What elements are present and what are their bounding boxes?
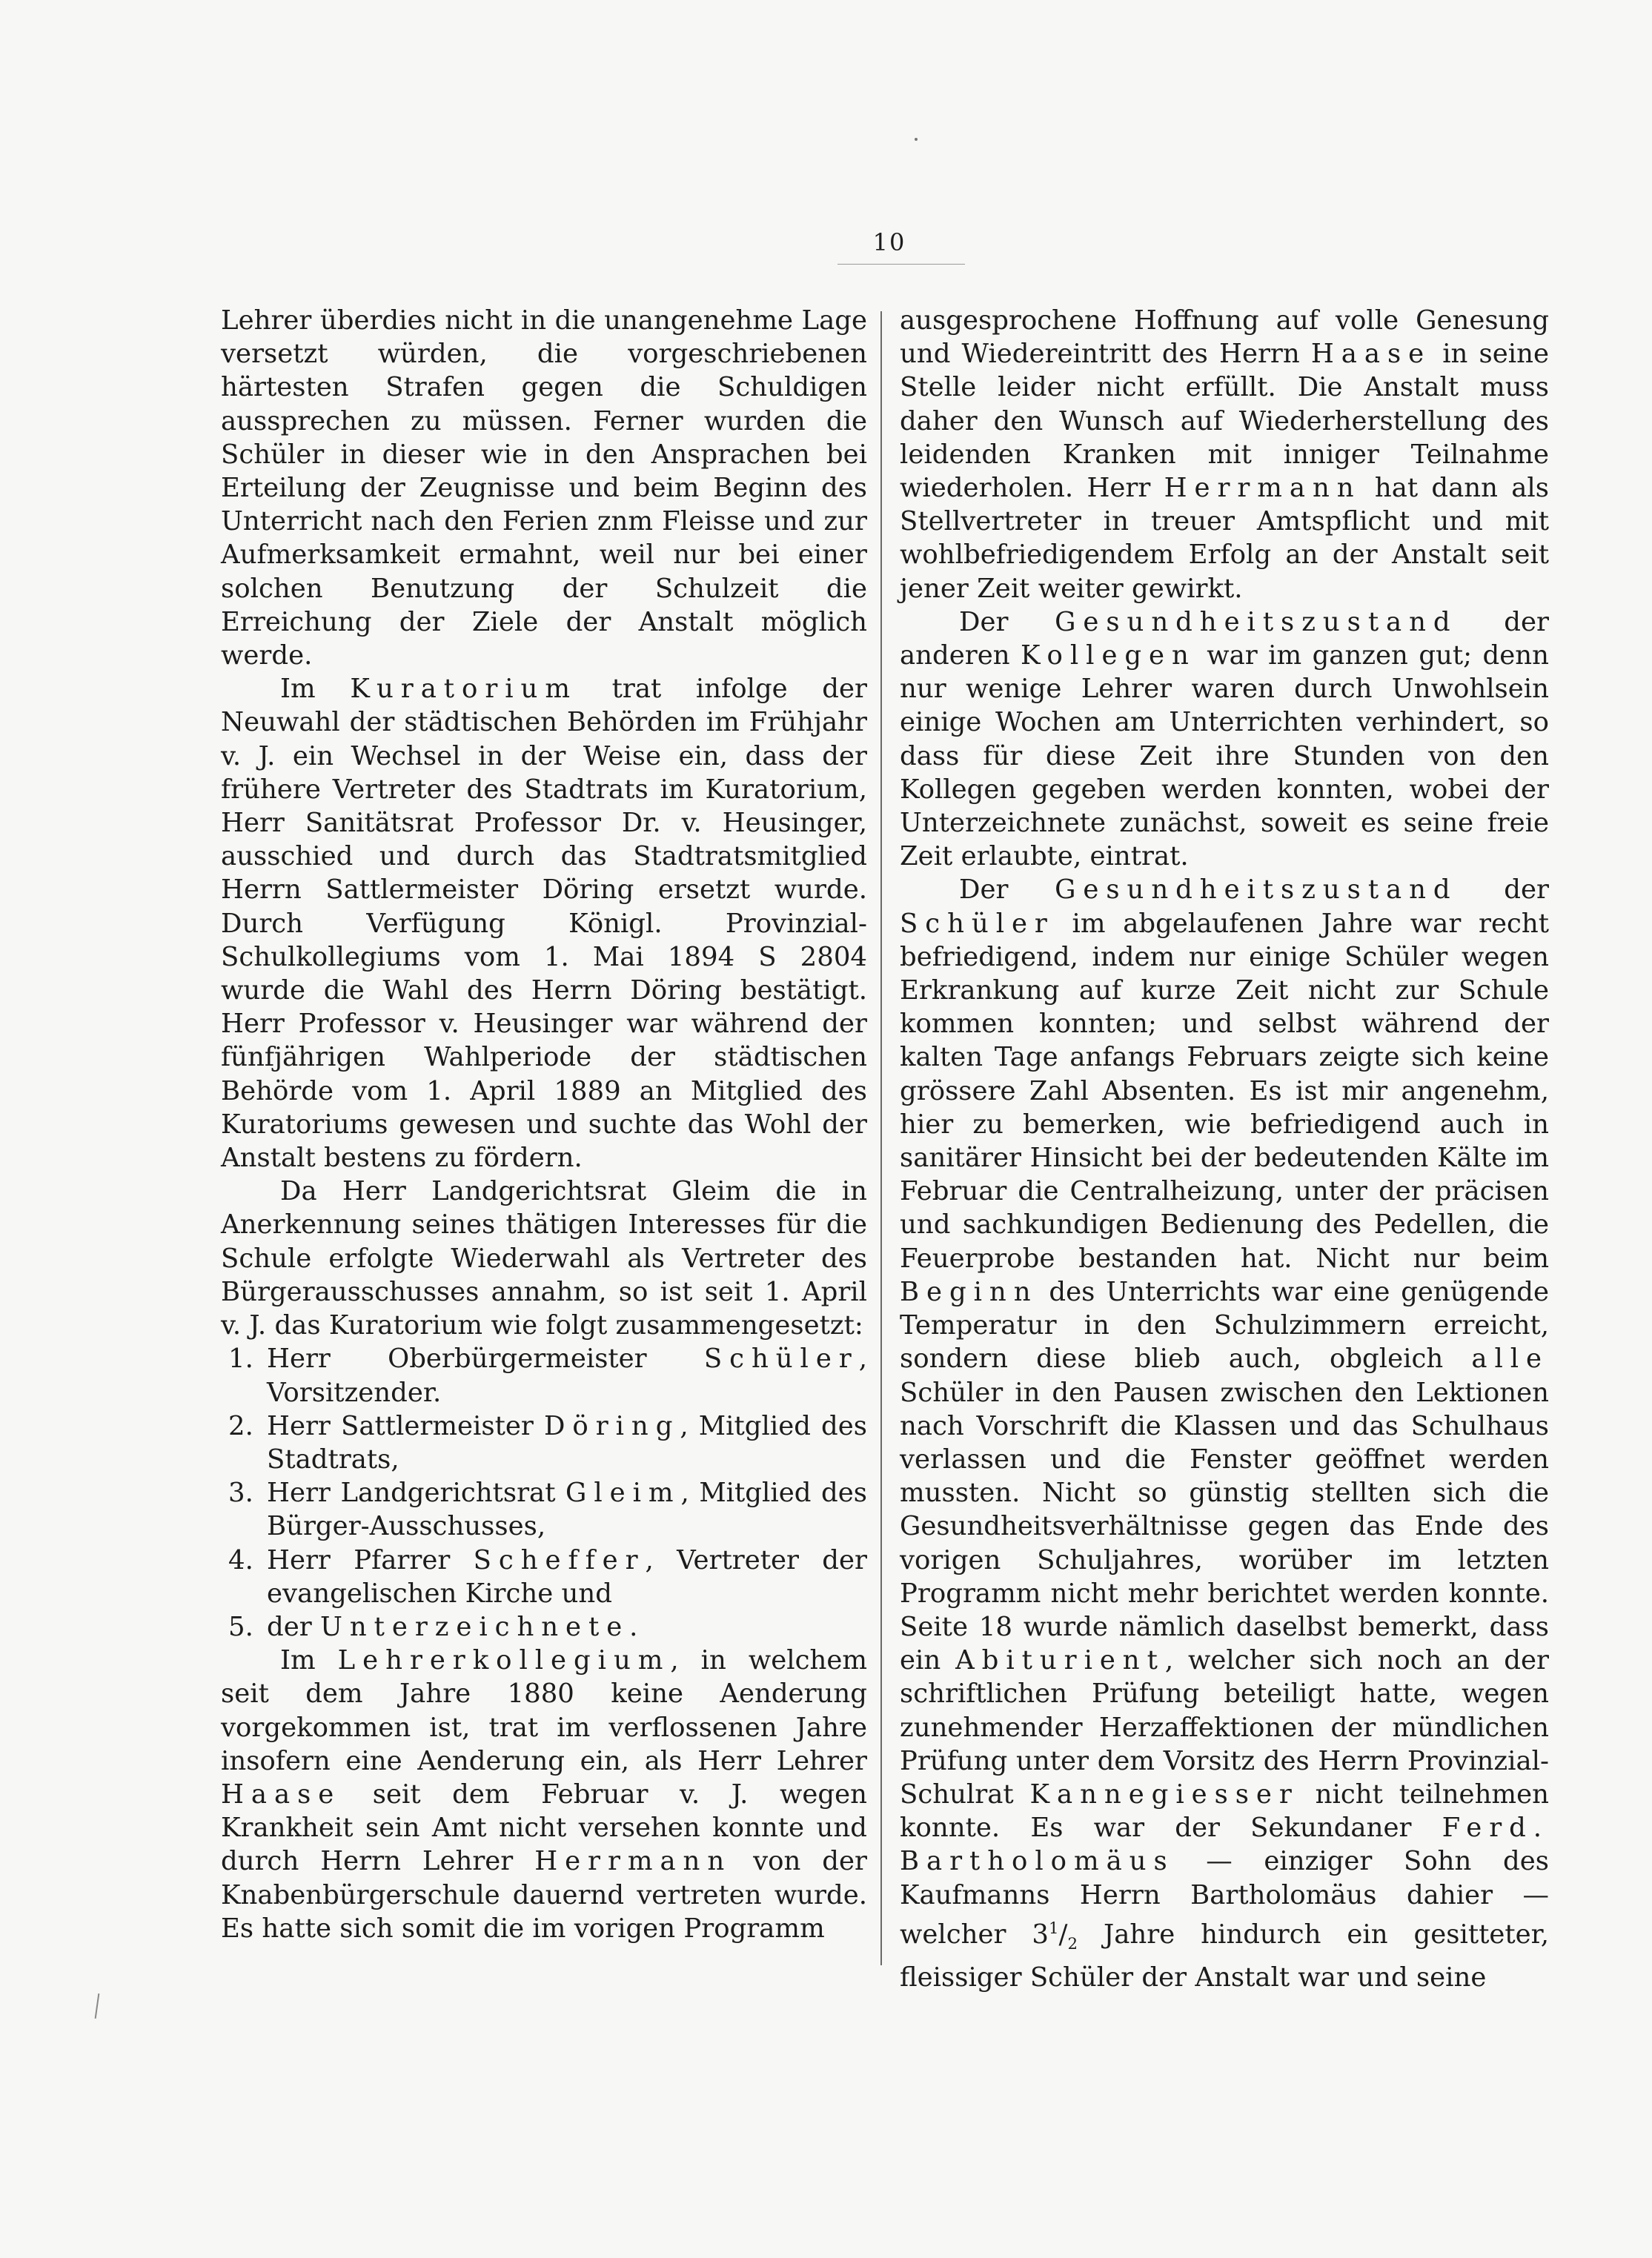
paragraph: Lehrer überdies nicht in die unangenehme Lage versetzt würden, die vorgeschriebenen härtesten Strafen gegen die Schuldigen aussprechen zu müssen. Ferner wurden die Schüler in dieser wie in den Ansprachen bei Erteilung der Zeugnisse und beim Beginn des Unterricht nach den Ferien znm Fleisse und zur Aufmerksamkeit ermahnt, weil nur bei einer solchen Benutzung der Schulzeit die Erreichung der Ziele der Anstalt möglich werde. — [221, 305, 867, 671]
paragraph: Der Gesundheitszustand der Schüler im abgelaufenen Jahre war recht befriedigend, indem nur einige Schüler wegen Erkrankung auf kurze Zeit nicht zur Schule kommen konnten; und selbst während der kalten Tage anfangs Februars zeigte sich keine grössere Zahl Absenten. Es ist mir angenehm, hier zu bemerken, wie befriedigend auch in sanitärer Hinsicht bei der bedeutenden Kälte im Februar die Centralheizung, unter der präcisen und sachkundigen Bedienung des Pedellen, die Feuerprobe bestanden hat. Nicht nur beim Beginn des Unterrichts war eine genügende Temperatur in den Schulzimmern erreicht, sondern diese blieb auch, obgleich alle Schüler in den Pausen zwischen den Lektionen nach Vorschrift die Klassen und das Schulhaus verlassen und die Fenster geöffnet werden mussten. Nicht so günstig stellten sich die Gesundheitsverhältnisse gegen das Ende des vorigen Schuljahres, worüber im letzten Programm nicht mehr berichtet werden konnte. Seite 18 wurde nämlich daselbst bemerkt, dass ein Abiturient, welcher sich noch an der schriftlichen Prüfung beteiligt hatte, wegen zunehmender Herzaffektionen der mündlichen Prüfung unter dem Vorsitz des Herrn Provinzial-Schulrat Kannegiesser nicht teilnehmen konnte. Es war der Sekundaner Ferd. Bartholomäus — einziger Sohn des Kaufmanns Herrn Bartholomäus dahier — welcher $3^1/_2$ Jahre hindurch ein gesitteter, fleissiger Schüler der Anstalt war und seine — [900, 874, 1549, 1993]
list-item: 2. Herr Sattlermeister Döring, Mitglied des Stadtrats, — [228, 1410, 867, 1475]
list-item: 4. Herr Pfarrer Scheffer, Vertreter der evangelischen Kirche und — [228, 1544, 867, 1609]
paragraph: Im Kuratorium trat infolge der Neuwahl der städtischen Behörden im Frühjahr v. J. ein Wechsel in der Weise ein, dass der frühere Vertreter des Stadtrats im Kuratorium, Herr Sanitätsrat Professor Dr. v. Heusinger, ausschied und durch das Stadtratsmitglied Herrn Sattlermeister Döring ersetzt wurde. Durch Verfügung Königl. Provinzial-Schulkollegiums vom 1. Mai 1894 S 2804 wurde die Wahl des Herrn Döring bestätigt. Herr Professor v. Heusinger war während der fünfjährigen Wahlperiode der städtischen Behörde vom 1. April 1889 an Mitglied des Kuratoriums gewesen und suchte das Wohl der Anstalt bestens zu fördern. — [221, 674, 867, 1174]
header-rule — [837, 264, 965, 265]
paragraph: Im Lehrerkollegium, in welchem seit dem Jahre 1880 keine Aenderung vorgekommen ist, trat im verflossenen Jahre insofern eine Aenderung ein, als Herr Lehrer Haase seit dem Februar v. J. wegen Krankheit sein Amt nicht versehen konnte und durch Herrn Lehrer Herrmann von der Knabenbürgerschule dauernd vertreten wurde. Es hatte sich somit die im vorigen Programm — [221, 1645, 867, 1944]
right-column — [900, 304, 1549, 1994]
stray-mark — [95, 1993, 100, 2019]
fraction: $3^1/_2$ — [1032, 1919, 1078, 1953]
paragraph: ausgesprochene Hoffnung auf volle Genesung und Wiedereintritt des Herrn Haase in seine Stelle leider nicht erfüllt. Die Anstalt muss daher den Wunsch auf Wiederherstellung des leidenden Kranken mit inniger Teilnahme wiederholen. Herr Herrmann hat dann als Stellvertreter in treuer Amtspflicht und mit wohlbefriedigendem Erfolg an der Anstalt seit jener Zeit weiter gewirkt. — [900, 305, 1549, 604]
list-item: 1. Herr Oberbürgermeister Schüler, Vorsitzender. — [228, 1344, 867, 1408]
page-number: 10 — [872, 228, 906, 256]
left-column — [221, 304, 867, 1945]
list-item: 3. Herr Landgerichtsrat Gleim, Mitglied des Bürger-Ausschusses, — [228, 1478, 867, 1542]
column-divider — [880, 311, 882, 1965]
list-item: 5. der Unterzeichnete. — [228, 1611, 638, 1642]
paragraph: Da Herr Landgerichtsrat Gleim die in Anerkennung seines thätigen Interesses für die Schule erfolgte Wiederwahl als Vertreter des Bürgerausschusses annahm, so ist seit 1. April v. J. das Kuratorium wie folgt zusammengesetzt: — [221, 1176, 867, 1341]
stray-mark — [915, 138, 918, 141]
paragraph: Der Gesundheitszustand der anderen Kollegen war im ganzen gut; denn nur wenige Lehrer waren durch Unwohlsein einige Wochen am Unterrichten verhindert, so dass für diese Zeit ihre Stunden von den Kollegen gegeben werden konnten, wobei der Unterzeichnete zunächst, soweit es seine freie Zeit erlaubte, eintrat. — [900, 606, 1550, 872]
